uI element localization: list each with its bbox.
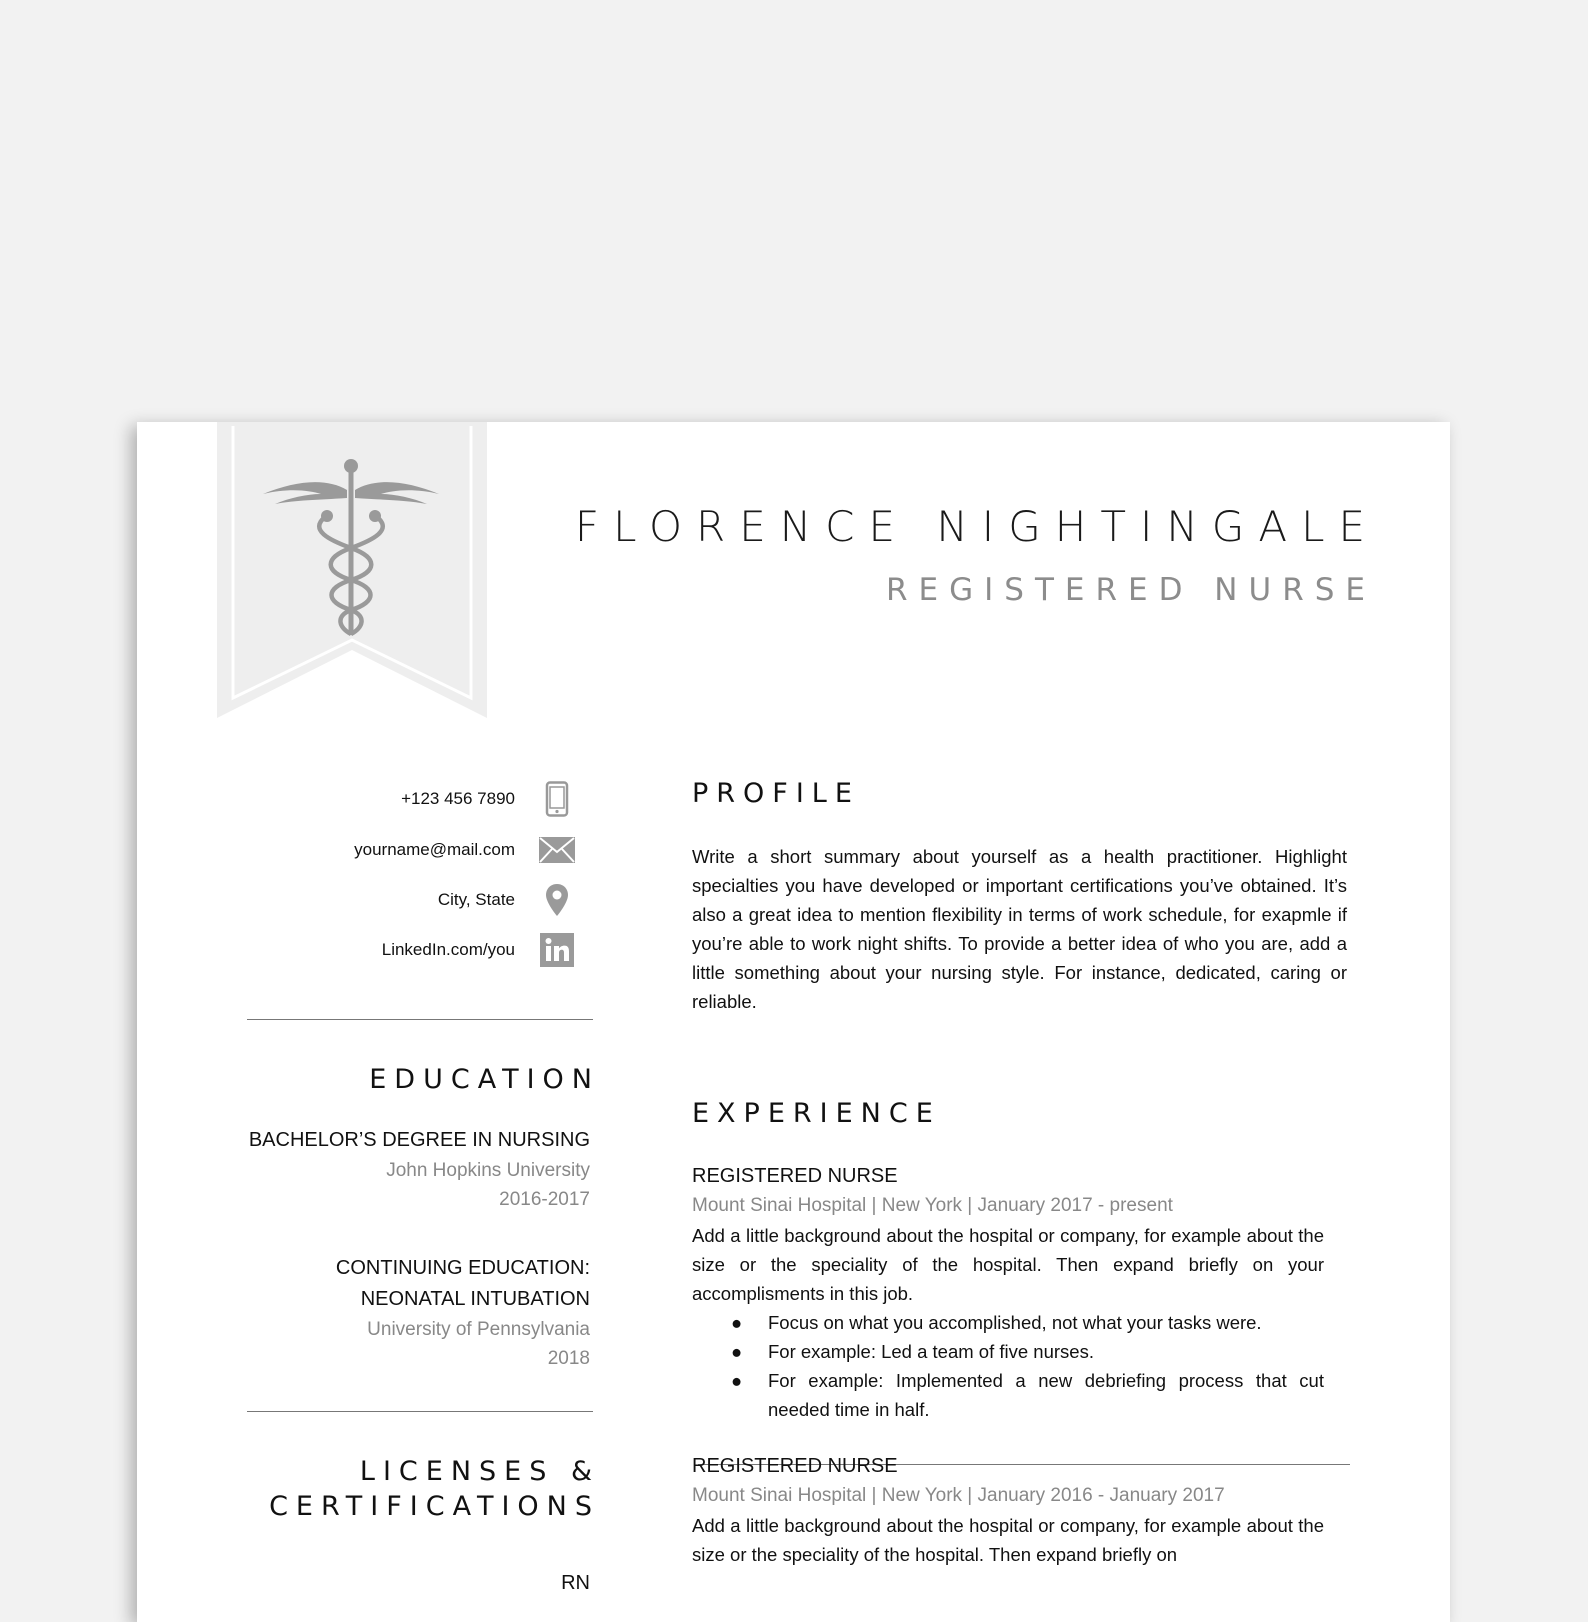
- job-description: Add a little background about the hospital or company, for example about the size or the speciality of the hospital. Then expand briefly on your accomplisments in this job.: [692, 1225, 1324, 1304]
- left-divider-1: [247, 1019, 593, 1020]
- phone-text: +123 456 7890: [401, 789, 515, 808]
- left-divider-2: [247, 1411, 593, 1412]
- email-text: yourname@mail.com: [354, 840, 515, 859]
- degree-title: NEONATAL INTUBATION: [360, 1288, 590, 1310]
- header-banner: [217, 422, 487, 724]
- licenses-heading: CERTIFICATIONS: [269, 1491, 600, 1522]
- contact-linkedin: [247, 930, 647, 974]
- linkedin-icon: [537, 930, 577, 970]
- list-item: ● For example: Led a team of five nurses.: [731, 1341, 1094, 1362]
- contact-email: [247, 830, 647, 874]
- experience-heading: EXPERIENCE: [692, 1098, 941, 1129]
- list-item: ● For example: Implemented a new debriefing process that cut needed time in half.: [731, 1370, 1324, 1420]
- linkedin-text: LinkedIn.com/you: [381, 940, 515, 959]
- list-item: ● Focus on what you accomplished, not what your tasks were.: [731, 1312, 1262, 1333]
- experience-entry: [692, 1161, 1324, 1424]
- candidate-name: FLORENCE NIGHTINGALE: [574, 502, 1379, 551]
- job-role: REGISTERED NURSE: [692, 1165, 898, 1187]
- candidate-title: REGISTERED NURSE: [885, 572, 1376, 608]
- education-entry: [210, 1253, 590, 1373]
- degree-title: BACHELOR’S DEGREE IN NURSING: [248, 1129, 590, 1151]
- school-years: 2018: [547, 1348, 590, 1369]
- location-text: City, State: [437, 890, 515, 909]
- profile-summary: Write a short summary about yourself as a health practitioner. Highlight specialties you have developed or important certifications you’ve obtained. It’s also a great idea to mention flexibility in terms of work schedule, for exapmle if you’re able to work night shifts. To provide a better idea of who you are, add a little something about your nursing style. For instance, dedicated, caring or reliable.: [692, 846, 1347, 1012]
- job-meta: Mount Sinai Hospital | New York | January 2016 - January 2017: [692, 1485, 1225, 1506]
- school-name: John Hopkins University: [386, 1160, 590, 1181]
- job-role: REGISTERED NURSE: [692, 1455, 898, 1477]
- job-meta: Mount Sinai Hospital | New York | January 2017 - present: [692, 1195, 1173, 1216]
- school-name: University of Pennsylvania: [367, 1319, 590, 1340]
- license-item: RN: [561, 1572, 590, 1594]
- phone-icon: [537, 779, 577, 819]
- location-pin-icon: [537, 880, 577, 920]
- job-description: Add a little background about the hospital or company, for example about the size or the speciality of the hospital. Then expand briefly on: [692, 1515, 1324, 1565]
- contact-location: [247, 880, 647, 924]
- resume-page: [137, 422, 1450, 1622]
- school-years: 2016-2017: [499, 1189, 590, 1210]
- profile-heading: PROFILE: [692, 778, 860, 809]
- experience-entry: [692, 1451, 1324, 1569]
- contact-phone: [247, 779, 647, 823]
- mail-icon: [537, 830, 577, 870]
- education-entry: [210, 1125, 590, 1214]
- accomplishment-list: [692, 1308, 1324, 1424]
- education-heading: EDUCATION: [369, 1064, 600, 1095]
- licenses-heading: LICENSES &: [359, 1456, 600, 1487]
- degree-title: CONTINUING EDUCATION:: [335, 1257, 590, 1279]
